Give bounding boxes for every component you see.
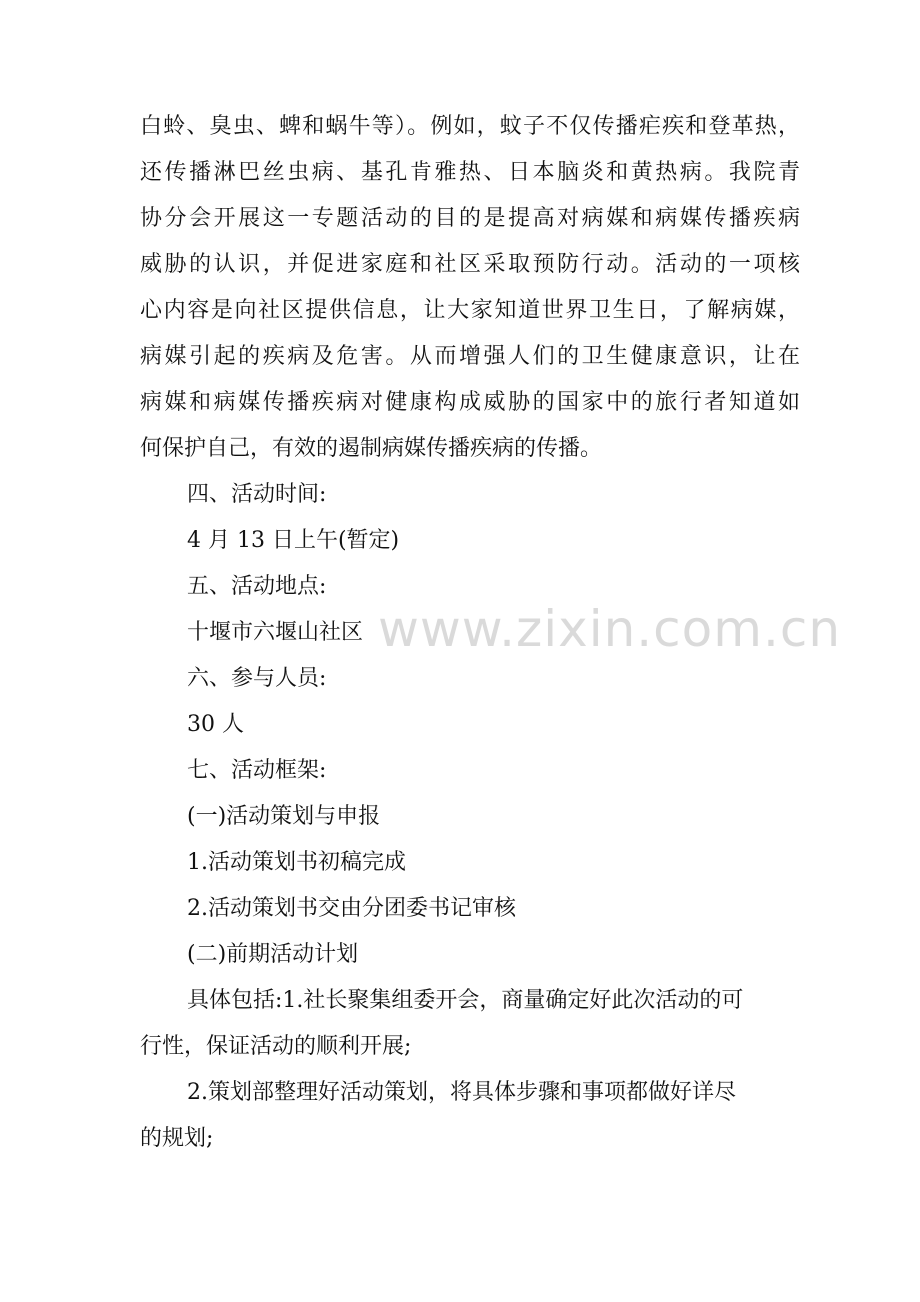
paragraph-line: 白蛉、臭虫、蜱和蜗牛等）。例如，蚊子不仅传播疟疾和登革热， bbox=[140, 114, 800, 139]
paragraph-line: 威胁的认识，并促进家庭和社区采取预防行动。活动的一项核 bbox=[140, 252, 800, 277]
watermark-text: www.zixin.com.cn bbox=[378, 600, 842, 658]
subsection-heading: (一)活动策划与申报 bbox=[187, 804, 381, 829]
list-item-continuation: 行性，保证活动的顺利开展; bbox=[140, 1034, 412, 1059]
section-heading-location: 五、活动地点: bbox=[187, 574, 327, 599]
participants-value: 30 人 bbox=[187, 712, 244, 737]
paragraph-line: 何保护自己，有效的遏制病媒传播疾病的传播。 bbox=[140, 436, 603, 461]
subsection-heading: (二)前期活动计划 bbox=[187, 942, 359, 967]
section-heading-time: 四、活动时间: bbox=[187, 482, 327, 507]
activity-location-value: 十堰市六堰山社区 bbox=[187, 620, 364, 645]
list-item: 2.策划部整理好活动策划，将具体步骤和事项都做好详尽 bbox=[187, 1080, 736, 1105]
list-item: 2.活动策划书交由分团委书记审核 bbox=[187, 896, 516, 921]
section-heading-framework: 七、活动框架: bbox=[187, 758, 327, 783]
list-item-continuation: 的规划; bbox=[140, 1126, 214, 1151]
paragraph-line: 协分会开展这一专题活动的目的是提高对病媒和病媒传播疾病 bbox=[140, 206, 800, 231]
list-item: 具体包括:1.社长聚集组委开会，商量确定好此次活动的可 bbox=[187, 988, 744, 1013]
activity-time-value: 4 月 13 日上午(暂定) bbox=[187, 528, 400, 553]
list-item: 1.活动策划书初稿完成 bbox=[187, 850, 406, 875]
paragraph-line: 病媒引起的疾病及危害。从而增强人们的卫生健康意识，让在 bbox=[140, 344, 800, 369]
paragraph-line: 心内容是向社区提供信息，让大家知道世界卫生日，了解病媒， bbox=[140, 298, 800, 323]
paragraph-line: 病媒和病媒传播疾病对健康构成威胁的国家中的旅行者知道如 bbox=[140, 390, 800, 415]
paragraph-line: 还传播淋巴丝虫病、基孔肯雅热、日本脑炎和黄热病。我院青 bbox=[140, 160, 800, 185]
document-body bbox=[140, 104, 800, 1162]
section-heading-participants: 六、参与人员: bbox=[187, 666, 327, 691]
